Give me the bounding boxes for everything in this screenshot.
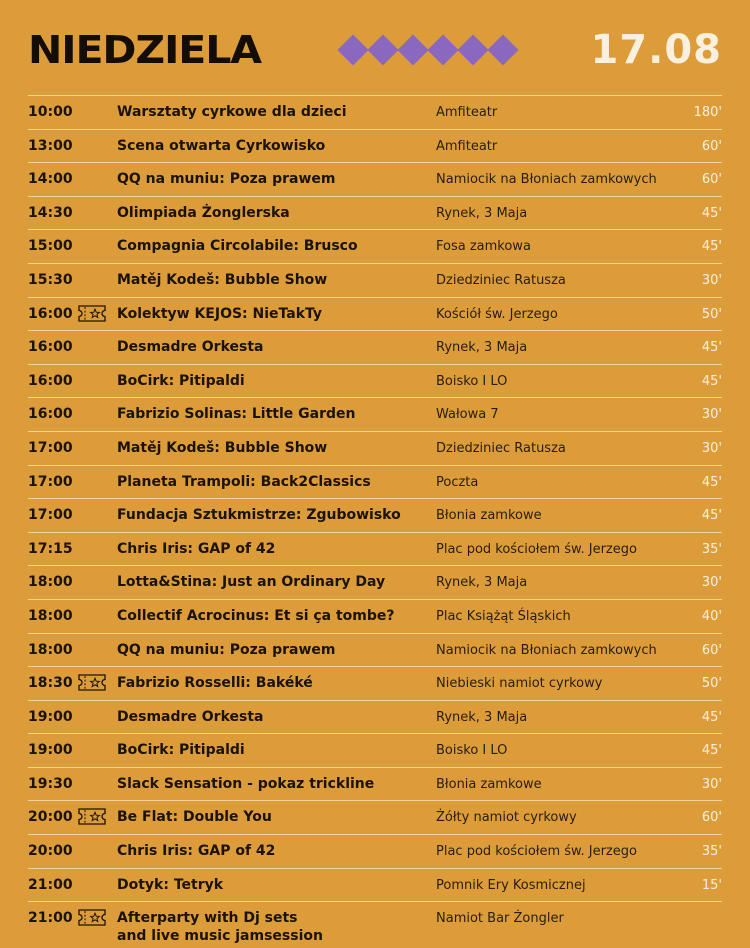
event-duration: 45' [701,743,722,759]
event-time: 16:00 [28,339,73,356]
schedule-row [28,767,722,801]
event-title [117,607,395,625]
event-title [117,473,371,491]
event-venue: Amfiteatr [436,105,498,120]
event-venue: Plac Książąt Śląskich [436,608,571,624]
event-duration: 45' [701,340,722,356]
event-duration: 35' [701,541,722,557]
event-title-line: Matěj Kodeš: Bubble Show [117,439,328,456]
event-venue: Błonia zamkowe [436,508,542,524]
schedule-row [28,364,722,398]
schedule-list [28,95,722,948]
schedule-row [28,196,722,230]
event-time: 17:00 [28,473,73,490]
event-duration: 40' [701,608,722,624]
event-title-line: Fabrizio Solinas: Little Garden [117,406,356,423]
schedule-row [28,162,722,196]
event-title-line: Kolektyw KEJOS: NieTakTy [117,305,323,322]
event-venue: Wałowa 7 [436,407,499,423]
event-time: 16:00 [28,372,73,389]
event-venue: Dziedziniec Ratusza [436,272,566,288]
event-title [117,842,275,860]
event-time: 19:00 [28,742,73,759]
ticket-icon [78,674,106,691]
event-time: 18:00 [28,574,73,591]
event-time: 16:00 [28,305,73,322]
event-venue: Dziedziniec Ratusza [436,440,566,456]
event-time: 18:30 [28,675,73,692]
event-duration: 15' [701,877,722,893]
date-label: 17.08 [590,27,722,73]
event-title-line: and live music jamsession [117,928,323,945]
event-venue: Rynek, 3 Maja [436,340,528,356]
event-time: 20:00 [28,809,73,826]
event-title [117,103,347,121]
event-time: 15:30 [28,271,73,288]
schedule-row [28,733,722,767]
event-title [117,204,290,222]
event-venue: Plac pod kościołem św. Jerzego [436,541,637,557]
event-title-line: Planeta Trampoli: Back2Classics [117,473,371,490]
event-duration: 30' [701,440,722,456]
ticket-icon [78,808,106,825]
event-venue: Pomnik Ery Kosmicznej [436,877,586,893]
schedule-row [28,834,722,868]
event-title [117,506,401,524]
event-time: 10:00 [28,104,73,120]
diamond-icon [427,34,458,65]
diamond-icon [397,34,428,65]
day-title: NIEDZIELA [28,28,261,72]
event-title-line: Olimpiada Żonglerska [117,204,290,221]
event-title [117,137,325,155]
event-venue: Poczta [436,474,479,490]
event-title-line: Dotyk: Tetryk [117,876,224,893]
event-title-line: BoCirk: Pitipaldi [117,372,245,389]
event-time: 15:00 [28,238,73,255]
event-duration: 60' [701,642,722,658]
schedule-row [28,800,722,834]
event-time: 17:15 [28,540,73,557]
event-title [117,573,385,591]
event-time: 13:00 [28,137,73,154]
schedule-row [28,129,722,163]
event-title [117,305,322,323]
event-duration: 50' [701,676,722,692]
event-title-line: Matěj Kodeš: Bubble Show [117,271,328,288]
event-time: 19:30 [28,775,73,792]
header [0,0,750,96]
event-title [117,237,358,255]
event-title [117,170,335,188]
schedule-row [28,465,722,499]
event-venue: Namiot Bar Żongler [436,911,564,927]
event-title-line: Afterparty with Dj sets [117,910,298,927]
event-title-line: QQ na muniu: Poza prawem [117,641,336,658]
event-venue: Namiocik na Błoniach zamkowych [436,642,657,658]
event-title-line: BoCirk: Pitipaldi [117,742,245,759]
event-venue: Rynek, 3 Maja [436,709,528,725]
schedule-row [28,700,722,734]
event-title [117,909,323,945]
event-duration: 45' [701,373,722,389]
event-duration: 35' [701,844,722,860]
event-venue: Żółty namiot cyrkowy [436,810,577,826]
event-venue: Rynek, 3 Maja [436,575,528,591]
schedule-row [28,498,722,532]
schedule-row [28,565,722,599]
event-time: 18:00 [28,641,73,658]
event-time: 21:00 [28,876,73,893]
event-title [117,674,313,692]
ticket-icon [78,305,106,322]
diamond-icon [457,34,488,65]
event-duration: 45' [701,205,722,221]
event-title [117,641,335,659]
event-time: 21:00 [28,910,73,927]
schedule-row [28,599,722,633]
event-title [117,439,327,457]
event-title [117,338,264,356]
event-time: 14:30 [28,204,73,221]
schedule-row [28,901,722,948]
event-duration: 45' [701,239,722,255]
schedule-row [28,297,722,331]
schedule-row [28,666,722,700]
event-title [117,372,245,390]
event-title-line: Warsztaty cyrkowe dla dzieci [117,104,347,120]
event-venue: Amfiteatr [436,138,498,154]
event-title [117,271,327,289]
event-venue: Boisko I LO [436,743,508,759]
event-title-line: Slack Sensation - pokaz trickline [117,775,375,792]
event-title [117,876,223,894]
event-duration: 45' [701,474,722,490]
event-duration: 60' [701,138,722,154]
event-time: 19:00 [28,708,73,725]
event-title [117,540,275,558]
schedule-row [28,229,722,263]
event-time: 18:00 [28,607,73,624]
event-title-line: Compagnia Circolabile: Brusco [117,238,358,255]
event-title-line: Desmadre Orkesta [117,708,264,725]
event-title [117,775,374,793]
event-title-line: Chris Iris: GAP of 42 [117,843,276,860]
event-venue: Plac pod kościołem św. Jerzego [436,844,637,860]
schedule-row [28,431,722,465]
event-duration: 60' [701,810,722,826]
event-time: 14:00 [28,171,73,188]
schedule-row [28,868,722,902]
event-time: 16:00 [28,406,73,423]
event-venue: Rynek, 3 Maja [436,205,528,221]
diamond-icon [487,34,518,65]
schedule-row [28,95,722,129]
event-title [117,708,264,726]
event-title [117,808,272,826]
event-title-line: Scena otwarta Cyrkowisko [117,137,326,154]
diamond-icon [337,34,368,65]
event-duration: 30' [701,407,722,423]
event-title [117,405,355,423]
ticket-icon [78,909,106,926]
schedule-row [28,263,722,297]
event-title [117,741,245,759]
event-venue: Niebieski namiot cyrkowy [436,676,603,692]
event-venue: Boisko I LO [436,373,508,389]
event-duration: 30' [701,776,722,792]
event-venue: Kościół św. Jerzego [436,306,558,322]
event-duration: 45' [701,508,722,524]
event-title-line: Lotta&Stina: Just an Ordinary Day [117,574,386,591]
event-venue: Błonia zamkowe [436,776,542,792]
event-venue: Fosa zamkowa [436,239,531,255]
schedule-row [28,397,722,431]
event-title-line: Chris Iris: GAP of 42 [117,540,276,557]
event-title-line: Be Flat: Double You [117,809,272,826]
event-title-line: Fabrizio Rosselli: Bakéké [117,675,313,692]
diamond-decoration [338,33,518,67]
event-duration: 30' [701,575,722,591]
event-time: 17:00 [28,439,73,456]
event-time: 20:00 [28,843,73,860]
event-venue: Namiocik na Błoniach zamkowych [436,172,657,188]
event-duration: 50' [701,306,722,322]
schedule-row [28,330,722,364]
event-duration: 60' [701,172,722,188]
event-title-line: Desmadre Orkesta [117,339,264,356]
diamond-icon [367,34,398,65]
event-duration: 45' [701,709,722,725]
event-time: 17:00 [28,507,73,524]
schedule-row [28,532,722,566]
event-duration: 30' [701,272,722,288]
event-title-line: QQ na muniu: Poza prawem [117,171,336,188]
event-title-line: Fundacja Sztukmistrze: Zgubowisko [117,507,401,524]
event-duration: 180' [693,105,722,120]
event-title-line: Collectif Acrocinus: Et si ça tombe? [117,607,395,624]
schedule-row [28,633,722,667]
